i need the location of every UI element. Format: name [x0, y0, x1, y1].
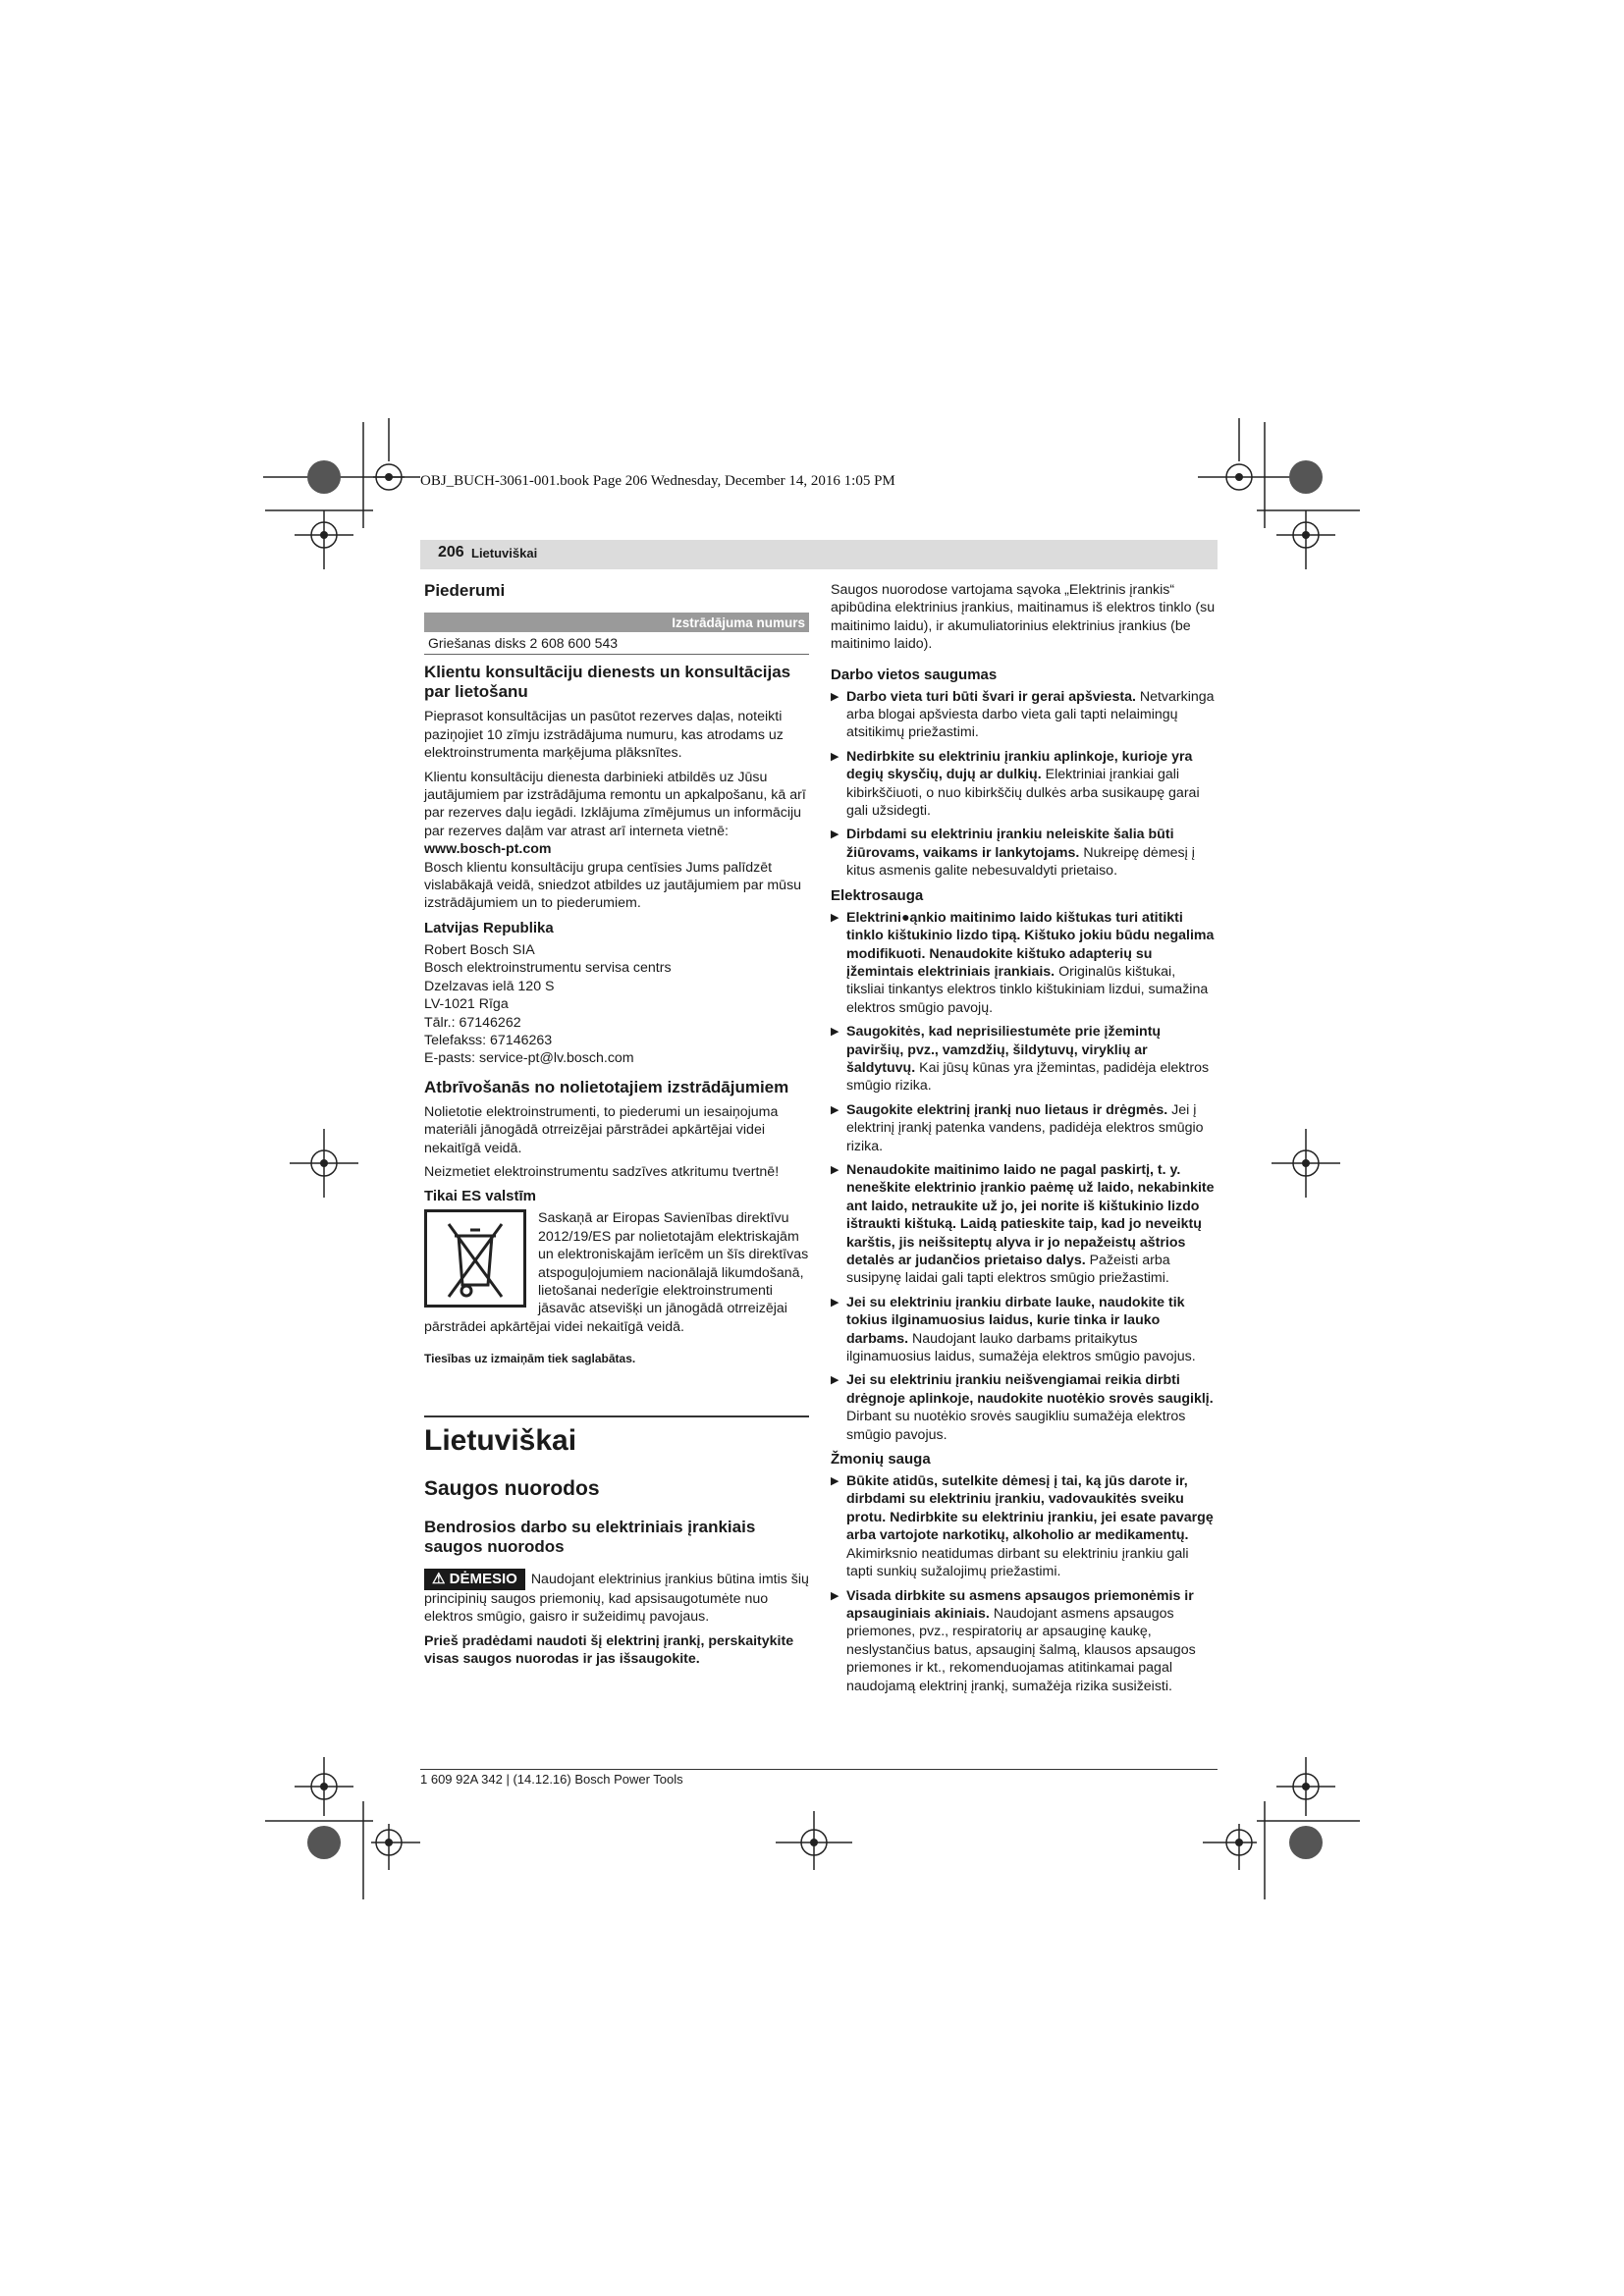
footer-rule — [420, 1769, 1218, 1770]
list-item: ▶ Jei su elektriniu įrankiu dirbate lauke, naudokite tik tokius ilginamuosius laidus, kurie tinka ir lauko darbams. Naudojant lauko darbams pritaikytus ilginamuosius laidus, sumažėja elektros smūgio pavojus. — [831, 1294, 1216, 1366]
disposal-paragraph: Neizmetiet elektroinstrumentu sadzīves atkritumu tvertnē! — [424, 1163, 780, 1180]
list-item: ▶ Elektrini●ąnkio maitinimo laido kištukas turi atitikti tinklo kištukinio lizdo tipą. Kištuko jokiu būdu negalima modifikuoti. Nenaudokite kištuko adapterių su įžemintais elektriniais įrankiais. Originalūs kištukai, tiksliai tinkantys elektros tinklo kištukiniam lizdui, sumažina elektros smūgio pavojų. — [831, 909, 1216, 1017]
warning-badge: ⚠ DĖMESIO — [424, 1569, 525, 1590]
warning-label: DĖMESIO — [449, 1570, 517, 1587]
people-list — [831, 1472, 1216, 1695]
service-title: Klientu konsultāciju dienests un konsultācijas par lietošanu — [424, 663, 791, 702]
list-item: ▶ Nedirbkite su elektriniu įrankiu aplinkoje, kurioje yra degių skysčių, dujų ar dulkių. Elektriniai įrankiai gali kibirkščiuoti, o nuo kibirkščių dulkės arba susikaupę garai gali užsidegti. — [831, 748, 1216, 821]
people-title: Žmonių sauga — [831, 1451, 931, 1468]
elec-list — [831, 909, 1216, 1444]
list-item: ▶ Saugokite elektrinį įrankį nuo lietaus ir drėgmės. Jei į elektrinį įrankį patenka vandens, padidėja elektros smūgio rizika. — [831, 1101, 1216, 1155]
page-header — [420, 540, 1218, 569]
list-item: ▶ Saugokitės, kad neprisiliestumėte prie įžemintų paviršių, pvz., vamzdžių, šildytuvų, viryklių ar šaldytuvų. Kai jūsų kūnas yra įžemintas, padidėja elektros smūgio rizika. — [831, 1023, 1216, 1095]
read-note: Prieš pradėdami naudoti šį elektrinį įrankį, perskaitykite visas saugos nuorodas ir jas išsaugokite. — [424, 1632, 794, 1668]
service-paragraph: Bosch klientu konsultāciju grupa centīsies Jums palīdzēt vislabākajā veidā, sniedzot atbildes uz jautājumiem par mūsu izstrādājumiem un to piederumiem. — [424, 859, 802, 912]
safety-title: Saugos nuorodos — [424, 1476, 600, 1500]
elec-title: Elektrosauga — [831, 886, 924, 904]
address-line: LV-1021 Rīga — [424, 996, 509, 1013]
accessories-title: Piederumi — [424, 581, 506, 600]
address-line: Dzelzavas ielā 120 S — [424, 978, 555, 994]
general-safety-title: Bendrosios darbo su elektriniais įrankiais saugos nuorodos — [424, 1517, 756, 1556]
address-line: Robert Bosch SIA — [424, 941, 535, 958]
list-item: ▶ Būkite atidūs, sutelkite dėmesį į tai, ką jūs darote ir, dirbdami su elektriniu įrankiu, vadovaukitės sveiku protu. Nedirbkite su elektriniu įrankiu, jei esate pavargę arba vartojote narkotikų, alkoholio ar medikamentų. Akimirksnio neatidumas dirbant su elektriniu įrankiu gali tapti sunkių sužalojimų priežastimi. — [831, 1472, 1216, 1580]
page-footer: 1 609 92A 342 | (14.12.16) Bosch Power Tools — [420, 1772, 683, 1787]
warning-text: Naudojant elektrinius įrankius būtina imtis šių principinių saugos priemonių, kad apsisaugotumėte nuo elektros smūgio, gaisro ir sužeidimų pavojaus. — [424, 1571, 809, 1626]
work-title: Darbo vietos saugumas — [831, 666, 998, 683]
right-column — [831, 581, 1216, 1701]
work-list — [831, 688, 1216, 881]
intro-paragraph: Saugos nuorodose vartojama sąvoka „Elektrinis įrankis“ apibūdina elektrinius įrankius, maitinamus iš elektros tinklo (su maitinimo laidu), ir akumuliatorinius elektrinius įrankius (be maitinimo laido). — [831, 582, 1216, 653]
header-language: Lietuviškai — [471, 546, 538, 561]
eu-title: Tikai ES valstīm — [424, 1188, 536, 1205]
weee-bin-icon — [424, 1209, 526, 1308]
list-item: ▶ Jei su elektriniu įrankiu neišvengiamai reikia dirbti drėgnoje aplinkoje, naudokite nuotėkio srovės saugiklį. Dirbant su nuotėkio srovės saugikliu sumažėja elektros smūgio pavojus. — [831, 1371, 1216, 1444]
list-item: ▶ Visada dirbkite su asmens apsaugos priemonėmis ir apsauginiais akiniais. Naudojant asmens apsaugos priemones, pvz., respiratorių ar apsauginę kaukę, neslystančius batus, apsauginį šalmą, klausos apsaugos priemones ir kt., rekomenduojamas atitinkamai pagal naudojamą elektrinį įrankį, sumažėja rizika susižeisti. — [831, 1587, 1216, 1695]
page-number: 206 — [438, 544, 464, 561]
address-line: Tālr.: 67146262 — [424, 1014, 521, 1031]
warning-paragraph — [424, 1569, 809, 1627]
table-header: Izstrādājuma numurs — [424, 613, 809, 632]
eu-paragraph: Saskaņā ar Eiropas Savienības direktīvu 2012/19/ES par nolietotajām elektriskajām un elektroniskajām ierīcēm un šīs direktīvas atspoguļojumiem nacionālajā likumdošanā, lietošanai nederīgie elektroinstrumenti jāsavāc atsevišķi un jānogādā otrreizējai pārstrādei apkārtējai videi nekaitīgā veidā. — [424, 1210, 809, 1335]
rights-note: Tiesības uz izmaiņām tiek saglabātas. — [424, 1352, 636, 1366]
address-line: E-pasts: service-pt@lv.bosch.com — [424, 1050, 634, 1067]
left-column — [424, 581, 809, 1675]
service-paragraph: Pieprasot konsultācijas un pasūtot rezerves daļas, noteikti paziņojiet 10 zīmju izstrādājuma numuru, kas atrodams uz elektroinstrumenta marķējuma plāksnītes. — [424, 709, 784, 762]
country-title: Latvijas Republika — [424, 919, 554, 936]
eu-block — [424, 1209, 809, 1336]
list-item: ▶ Nenaudokite maitinimo laido ne pagal paskirtį, t. y. neneškite elektrinio įrankio paėmę už laido, nekabinkite ant laido, netraukite už jo, jei norite iš kištukinio lizdo ištraukti kištuką. Laidą patieskite taip, kad jo neveiktų karštis, jis neišsiteptų alyva ir jo nepažeistų aštrios detalės ar judančios prietaiso dalys. Pažeisti arba susipynę laidai gali tapti elektros smūgio priežastimi. — [831, 1161, 1216, 1288]
disposal-title: Atbrīvošanās no nolietotajiem izstrādājumiem — [424, 1077, 789, 1096]
address-block — [424, 941, 809, 1068]
service-url: www.bosch-pt.com — [424, 841, 552, 858]
service-paragraph: Klientu konsultāciju dienesta darbinieki atbildēs uz Jūsu jautājumiem par izstrādājuma remontu un apkalpošanu, kā arī par rezerves daļu iegādi. Izklājuma zīmējumus un informāciju par rezerves daļām var atrast arī interneta vietnē: — [424, 769, 806, 839]
address-line: Bosch elektroinstrumentu servisa centrs — [424, 960, 672, 977]
language-title: Lietuviškai — [424, 1423, 577, 1457]
print-slug: OBJ_BUCH-3061-001.book Page 206 Wednesday, December 14, 2016 1:05 PM — [420, 473, 895, 489]
address-line: Telefakss: 67146263 — [424, 1032, 553, 1048]
list-item: ▶ Darbo vieta turi būti švari ir gerai apšviesta. Netvarkinga arba blogai apšviesta darbo vieta gali tapti nelaimingų atsitikimų priežastimi. — [831, 688, 1216, 742]
list-item: ▶ Dirbdami su elektriniu įrankiu neleiskite šalia būti žiūrovams, vaikams ir lankytojams. Nukreipę dėmesį į kitus asmenis galite nebesuvaldyti prietaiso. — [831, 826, 1216, 880]
table-row: Griešanas disks 2 608 600 543 — [424, 632, 809, 655]
disposal-paragraph: Nolietotie elektroinstrumenti, to piederumi un iesaiņojuma materiāli jānogādā otrreizējai pārstrādei apkārtējai videi nekaitīgā veidā. — [424, 1103, 779, 1156]
